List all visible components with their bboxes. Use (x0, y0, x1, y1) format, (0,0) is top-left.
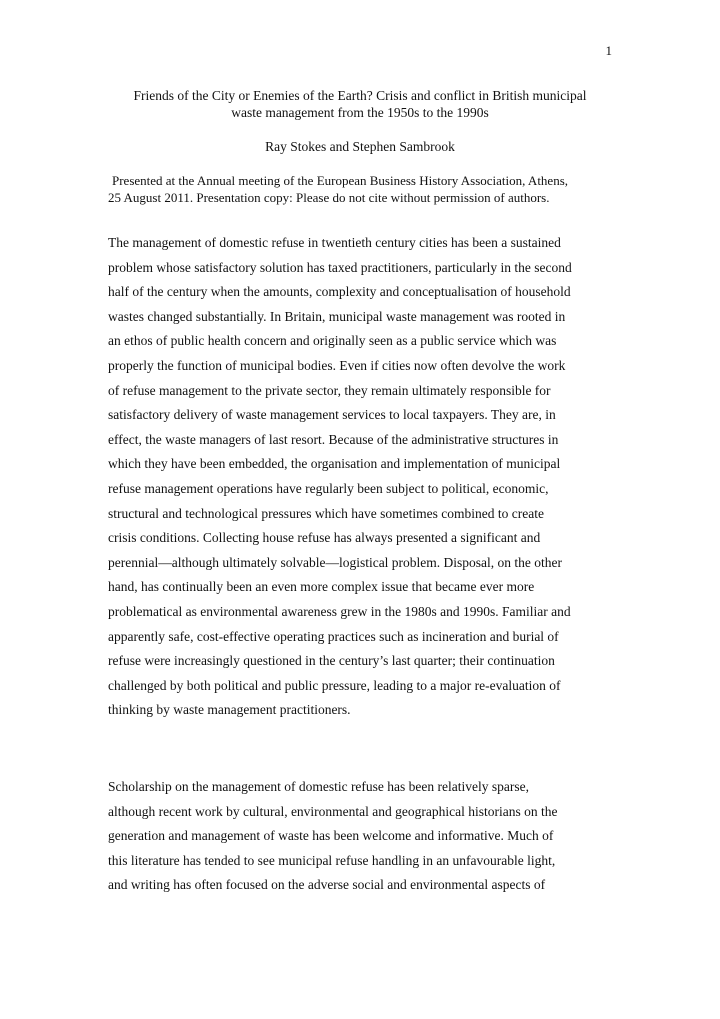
paragraph-line: problematical as environmental awareness grew in the 1980s and 1990s. Familiar and (108, 603, 571, 619)
paragraph-line: effect, the waste managers of last resort. Because of the administrative structures in (108, 431, 559, 447)
paragraph-line: challenged by both political and public pressure, leading to a major re-evaluation of (108, 677, 561, 693)
paper-title (108, 87, 612, 121)
presentation-note-line-2: 25 August 2011. Presentation copy: Please do not cite without permission of authors. (108, 190, 550, 205)
paragraph-line: problem whose satisfactory solution has taxed practitioners, particularly in the second (108, 259, 572, 275)
paragraph-line: Scholarship on the management of domestic refuse has been relatively sparse, (108, 779, 529, 794)
paragraph-line: satisfactory delivery of waste management services to local taxpayers. They are, in (108, 407, 556, 423)
paragraph-line: and writing has often focused on the adverse social and environmental aspects of (108, 877, 546, 893)
paragraph-line: thinking by waste management practitioners. (108, 702, 351, 718)
paragraph-line: which they have been embedded, the organisation and implementation of municipal (108, 456, 561, 472)
paragraph-line: structural and technological pressures which have sometimes combined to create (108, 505, 544, 521)
title-line-2: waste management from the 1950s to the 1990s (231, 105, 489, 120)
body-paragraph-2 (108, 775, 612, 898)
paragraph-line: wastes changed substantially. In Britain, municipal waste management was rooted in (108, 308, 566, 324)
paragraph-line: generation and management of waste has been welcome and informative. Much of (108, 828, 554, 844)
paragraph-line: crisis conditions. Collecting house refuse has always presented a significant and (108, 530, 541, 546)
paragraph-line: this literature has tended to see municipal refuse handling in an unfavourable light, (108, 852, 556, 868)
paragraph-line: apparently safe, cost-effective operating practices such as incineration and burial of (108, 628, 559, 644)
paragraph-line: The management of domestic refuse in twentieth century cities has been a sustained (108, 235, 561, 250)
paragraph-line: half of the century when the amounts, complexity and conceptualisation of household (108, 284, 571, 300)
authors: Ray Stokes and Stephen Sambrook (265, 139, 455, 154)
presentation-note (108, 172, 612, 206)
title-line-1: Friends of the City or Enemies of the Earth? Crisis and conflict in British municipal (133, 88, 587, 103)
presentation-note-line-1: Presented at the Annual meeting of the European Business History Association, Athens, (112, 173, 569, 188)
paragraph-line: properly the function of municipal bodies. Even if cities now often devolve the work (108, 357, 566, 373)
paragraph-line: hand, has continually been an even more complex issue that became ever more (108, 579, 535, 595)
paragraph-line: an ethos of public health concern and originally seen as a public service which was (108, 333, 557, 349)
paragraph-line: although recent work by cultural, environmental and geographical historians on the (108, 803, 558, 819)
body-paragraph-1 (108, 231, 612, 723)
page-number: 1 (605, 43, 612, 58)
paragraph-line: of refuse management to the private sector, they remain ultimately responsible for (108, 382, 551, 398)
paragraph-line: perennial—although ultimately solvable—logistical problem. Disposal, on the other (108, 554, 563, 570)
paragraph-line: refuse were increasingly questioned in the century’s last quarter; their continuation (108, 653, 555, 669)
paragraph-line: refuse management operations have regularly been subject to political, economic, (108, 480, 549, 496)
